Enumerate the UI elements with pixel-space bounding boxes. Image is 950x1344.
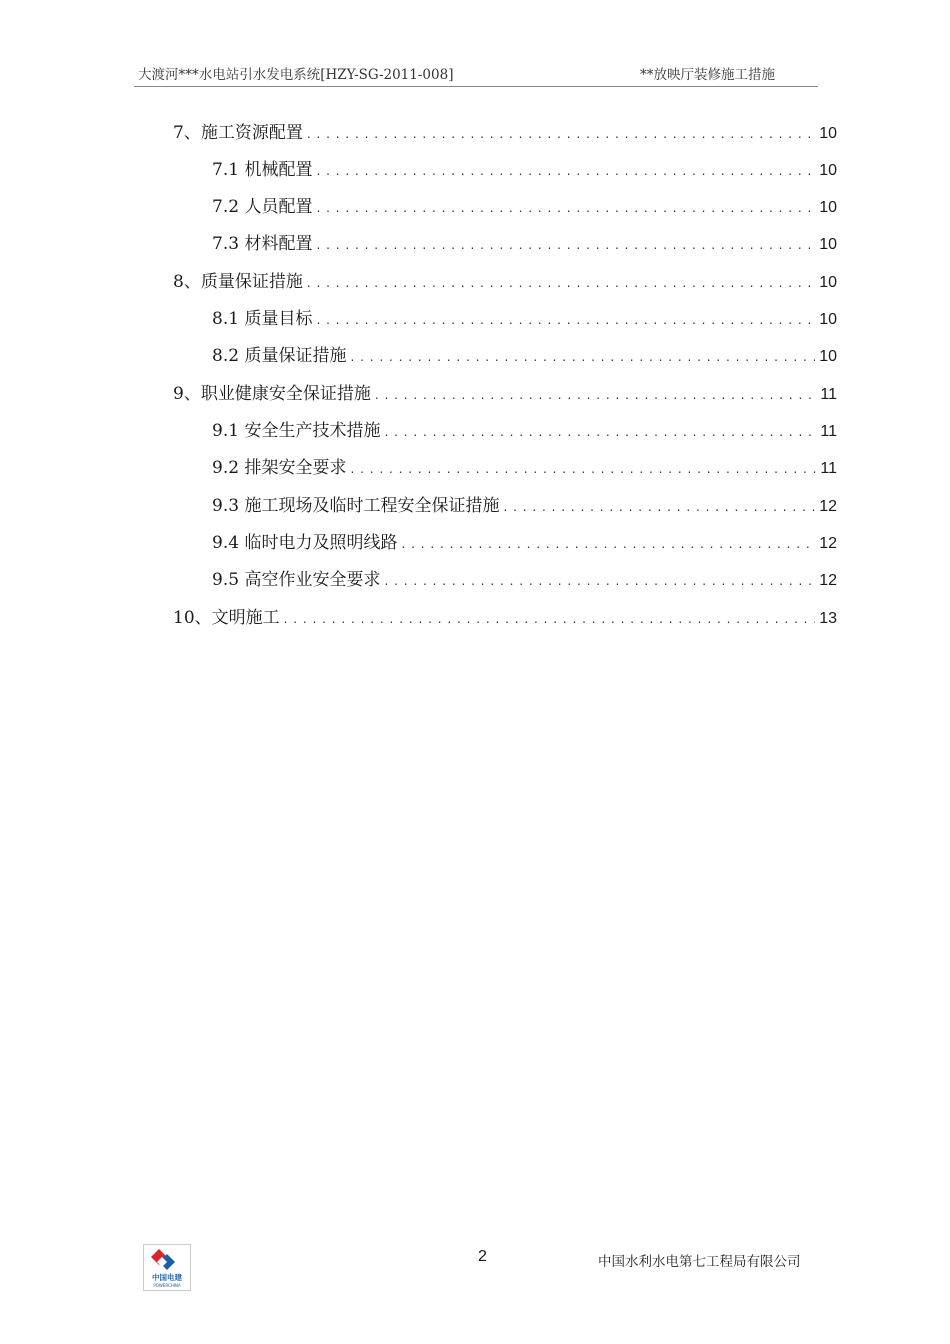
toc-entry[interactable] bbox=[173, 118, 837, 148]
toc-leader-dots bbox=[375, 388, 817, 402]
toc-leader-dots bbox=[384, 425, 816, 439]
header-divider bbox=[134, 86, 818, 87]
toc-entry-page: 10 bbox=[819, 199, 837, 216]
footer-company-name: 中国水利水电第七工程局有限公司 bbox=[598, 1254, 801, 1270]
powerchina-logo-icon bbox=[143, 1244, 191, 1291]
toc-entry-label: 9.4 临时电力及照明线路 bbox=[212, 533, 398, 553]
toc-entry-label: 9.1 安全生产技术措施 bbox=[212, 421, 381, 441]
toc-entry[interactable] bbox=[212, 155, 837, 185]
toc-entry-label: 7.2 人员配置 bbox=[212, 197, 313, 217]
toc-entry[interactable] bbox=[212, 304, 837, 334]
toc-leader-dots bbox=[284, 612, 816, 626]
toc-leader-dots bbox=[316, 164, 815, 178]
toc-entry[interactable] bbox=[212, 416, 837, 446]
toc-leader-dots bbox=[350, 462, 816, 476]
header-document-title: **放映厅装修施工措施 bbox=[640, 67, 775, 83]
toc-entry-page: 12 bbox=[819, 498, 837, 515]
toc-entry[interactable] bbox=[173, 379, 837, 409]
toc-entry-label: 9.5 高空作业安全要求 bbox=[212, 570, 381, 590]
toc-entry-page: 10 bbox=[819, 348, 837, 365]
footer-page-number: 2 bbox=[478, 1248, 487, 1265]
toc-entry[interactable] bbox=[173, 603, 837, 633]
toc-entry-page: 12 bbox=[819, 572, 837, 589]
powerchina-logo bbox=[143, 1244, 191, 1291]
toc-entry-label: 9.3 施工现场及临时工程安全保证措施 bbox=[212, 496, 500, 516]
toc-entry-page: 12 bbox=[819, 535, 837, 552]
toc-entry-page: 11 bbox=[820, 386, 837, 403]
toc-leader-dots bbox=[307, 276, 815, 290]
toc-entry[interactable] bbox=[212, 565, 837, 595]
toc-entry-page: 10 bbox=[819, 274, 837, 291]
toc-leader-dots bbox=[316, 201, 815, 215]
toc-entry[interactable] bbox=[212, 453, 837, 483]
toc-entry-label: 8、质量保证措施 bbox=[173, 272, 303, 292]
toc-entry-label: 8.1 质量目标 bbox=[212, 309, 313, 329]
toc-leader-dots bbox=[350, 350, 815, 364]
toc-leader-dots bbox=[307, 127, 815, 141]
toc-entry-label: 7.3 材料配置 bbox=[212, 234, 313, 254]
toc-entry-page: 11 bbox=[820, 423, 837, 440]
toc-entry[interactable] bbox=[212, 491, 837, 521]
toc-entry-label: 7.1 机械配置 bbox=[212, 160, 313, 180]
toc-entry-page: 10 bbox=[819, 236, 837, 253]
toc-entry-label: 9.2 排架安全要求 bbox=[212, 458, 347, 478]
toc-leader-dots bbox=[316, 238, 815, 252]
toc-entry-page: 10 bbox=[819, 125, 837, 142]
toc-entry-page: 10 bbox=[819, 311, 837, 328]
toc-leader-dots bbox=[503, 500, 815, 514]
toc-entry-label: 7、施工资源配置 bbox=[173, 123, 303, 143]
toc-entry-page: 10 bbox=[819, 162, 837, 179]
header-project-title: 大渡河***水电站引水发电系统[HZY-SG-2011-008] bbox=[138, 67, 454, 83]
toc-entry-label: 9、职业健康安全保证措施 bbox=[173, 384, 371, 404]
toc-entry[interactable] bbox=[212, 229, 837, 259]
toc-entry[interactable] bbox=[173, 267, 837, 297]
toc-entry-page: 11 bbox=[820, 460, 837, 477]
toc-leader-dots bbox=[401, 537, 815, 551]
toc-entry[interactable] bbox=[212, 528, 837, 558]
toc-leader-dots bbox=[384, 574, 815, 588]
toc-entry-page: 13 bbox=[819, 610, 837, 627]
toc-entry-label: 8.2 质量保证措施 bbox=[212, 346, 347, 366]
logo-text: 中国电建 bbox=[152, 1273, 182, 1282]
logo-subtext: POWERCHINA bbox=[153, 1283, 181, 1288]
toc-entry-label: 10、文明施工 bbox=[173, 608, 280, 628]
toc-entry[interactable] bbox=[212, 341, 837, 371]
toc-leader-dots bbox=[316, 313, 815, 327]
toc-entry[interactable] bbox=[212, 192, 837, 222]
